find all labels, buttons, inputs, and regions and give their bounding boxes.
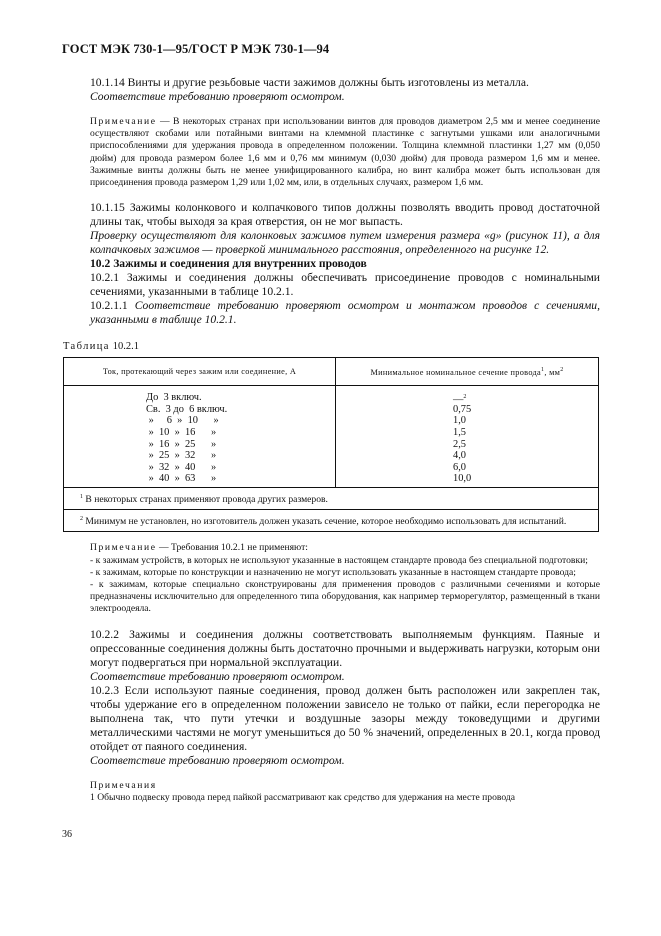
clause-10-1-15: 10.1.15 Зажимы колонкового и колпачкового типов должны позволять вводить провод достаточной длины так, чтобы выходя за края отверстия, он не мог выпасть.	[90, 201, 600, 229]
table-row-current: » 40 » 63 »	[146, 473, 217, 485]
table-caption	[63, 339, 600, 354]
table-header-unit-sup: 2	[560, 367, 564, 374]
table-row-current: » 10 » 16 »	[146, 427, 217, 438]
table-section-column	[336, 386, 599, 488]
table-row-current: » 16 » 25 »	[146, 438, 217, 450]
clause-10-1-14: 10.1.14 Винты и другие резьбовые части зажимов должны быть изготовлены из металла.	[90, 76, 529, 89]
table-row-section-value: —	[453, 394, 464, 406]
note-1-text: — В некоторых странах при использовании винтов для проводов диаметром 2,5 мм и менее соединение осуществляют скобами или потайными винтами на клеммной пластинке с загнутыми ушками или аналогичными приспособлениями для удержания провода в определенном положении. Толщина клеммной пластинки 1,27 мм (0,050 дюйм) для провода размером более 1,6 мм и 0,76 мм минимум (0,030 дюйм) для провода размером 1,6 мм и менее. Зажимные винты должны быть не менее унифицированного калибра, но винт калибра может быть использован для присоединения провода размером 1,29 или 1,02 мм, или, в отдельных случаях, размером 1,6 мм.	[90, 116, 600, 189]
table-caption-number: 10.2.1	[112, 341, 139, 353]
note-1	[90, 116, 600, 189]
clause-10-2-2: 10.2.2 Зажимы и соединения должны соответствовать выполняемым функциям. Паяные и опрессованные соединения должны быть достаточно прочными и выдерживать нагрузки, которым они могут подвергаться при нормальной эксплуатации.	[90, 627, 600, 669]
table-row-section: 4,0	[453, 450, 466, 462]
note-2-item: - к зажимам, которые по конструкции и назначению не могут использовать указанные в настоящем стандарте провода;	[90, 566, 576, 578]
note-2-intro: — Требования 10.2.1 не применяют:	[158, 542, 308, 554]
section-heading-10-2: 10.2 Зажимы и соединения для внутренних проводов	[90, 257, 367, 271]
clause-10-2-3-check: Соответствие требованию проверяют осмотром.	[90, 753, 345, 767]
note-2-item: - к зажимам устройств, в которых не используют указанные в настоящем стандарте провода без специальной подготовки;	[90, 554, 588, 566]
notes-label: Примечания	[90, 779, 157, 791]
table-footnote-1	[64, 487, 599, 509]
notes-item-1: 1 Обычно подвеску провода перед пайкой рассматривают как средство для удержания на месте провода	[90, 791, 515, 803]
clause-10-2-1-1	[90, 299, 600, 327]
table-row-section: 1,0	[453, 415, 466, 427]
table-current-column	[64, 386, 336, 488]
document-header: ГОСТ МЭК 730-1—95/ГОСТ Р МЭК 730-1—94	[62, 42, 330, 56]
table-10-2-1	[63, 357, 599, 532]
table-row-section: 0,75	[453, 403, 472, 415]
footnote-2-text: Минимум не установлен, но изготовитель должен указать сечение, которое необходимо использовать для испытаний.	[85, 516, 567, 528]
footnote-1-text: В некоторых странах применяют провода других размеров.	[85, 494, 328, 506]
table-header-current: Ток, протекающий через зажим или соединение, А	[64, 358, 336, 386]
clause-10-1-14-check: Соответствие требованию проверяют осмотром.	[90, 90, 345, 103]
table-footnote-2	[64, 510, 599, 532]
table-header-section-unit: , мм	[544, 368, 561, 378]
note-2	[90, 542, 600, 554]
table-row-section: 10,0	[453, 473, 472, 485]
table-row-section	[336, 392, 598, 404]
table-row-current: » 25 » 32 »	[146, 450, 217, 462]
table-row-section: 1,5	[453, 427, 466, 438]
clause-10-2-1: 10.2.1 Зажимы и соединения должны обеспечивать присоединение проводов с номинальными сечениями, указанными в таблице 10.2.1.	[90, 271, 600, 299]
table-row-current: » 32 » 40 »	[146, 461, 217, 473]
note-1-label: Примечание	[90, 116, 157, 127]
table-row-current: » 6 » 10 »	[146, 415, 219, 427]
table-header-section-text: Минимальное номинальное сечение провода	[370, 368, 542, 378]
table-row-current: Св. 3 до 6 включ.	[146, 403, 228, 415]
table-caption-label: Таблица	[63, 341, 110, 353]
document-body	[63, 76, 600, 804]
clause-10-2-3: 10.2.3 Если используют паяные соединения, провод должен быть расположен или закреплен так, чтобы удержание его в определенном положении зависело не только от пайки, если перегородка не выполнена так, что пути утечки и воздушные зазоры между токоведущими и другими металлическими частями не могут уменьшиться до 50 % значений, определенных в 20.1, когда провод отойдет от паяного соединения.	[90, 683, 600, 753]
table-row-section-sup: 2	[463, 394, 467, 401]
footnote-1-marker: 1	[80, 493, 83, 500]
table-row-current: До 3 включ.	[146, 392, 202, 404]
clause-10-1-15-check: Проверку осуществляют для колонковых зажимов путем измерения размера «g» (рисунок 11), а для колпачковых зажимов — проверкой минимального расстояния, определенного на рисунке 12.	[90, 229, 600, 257]
page-number: 36	[62, 829, 72, 840]
table-row-section: 6,0	[453, 461, 466, 473]
clause-10-2-1-1-text: Соответствие требованию проверяют осмотром и монтажом проводов с сечениями, указанными в таблице 10.2.1.	[90, 299, 600, 327]
table-row-section: 2,5	[453, 438, 466, 450]
footnote-2-marker: 2	[80, 516, 83, 523]
table-header-section	[336, 358, 599, 386]
note-2-item: - к зажимам, которые специально сконструированы для применения проводов с различными сечениями и которые предназначены исключительно для определенного типа оборудования, как например терморегулятор, размещенный в ткани электроодеяла.	[90, 578, 600, 615]
clause-10-2-1-1-number: 10.2.1.1	[90, 299, 128, 313]
clause-10-2-2-check: Соответствие требованию проверяют осмотром.	[90, 669, 345, 683]
table-header-section-sup: 1	[541, 367, 545, 374]
note-2-label: Примечание	[90, 542, 157, 554]
